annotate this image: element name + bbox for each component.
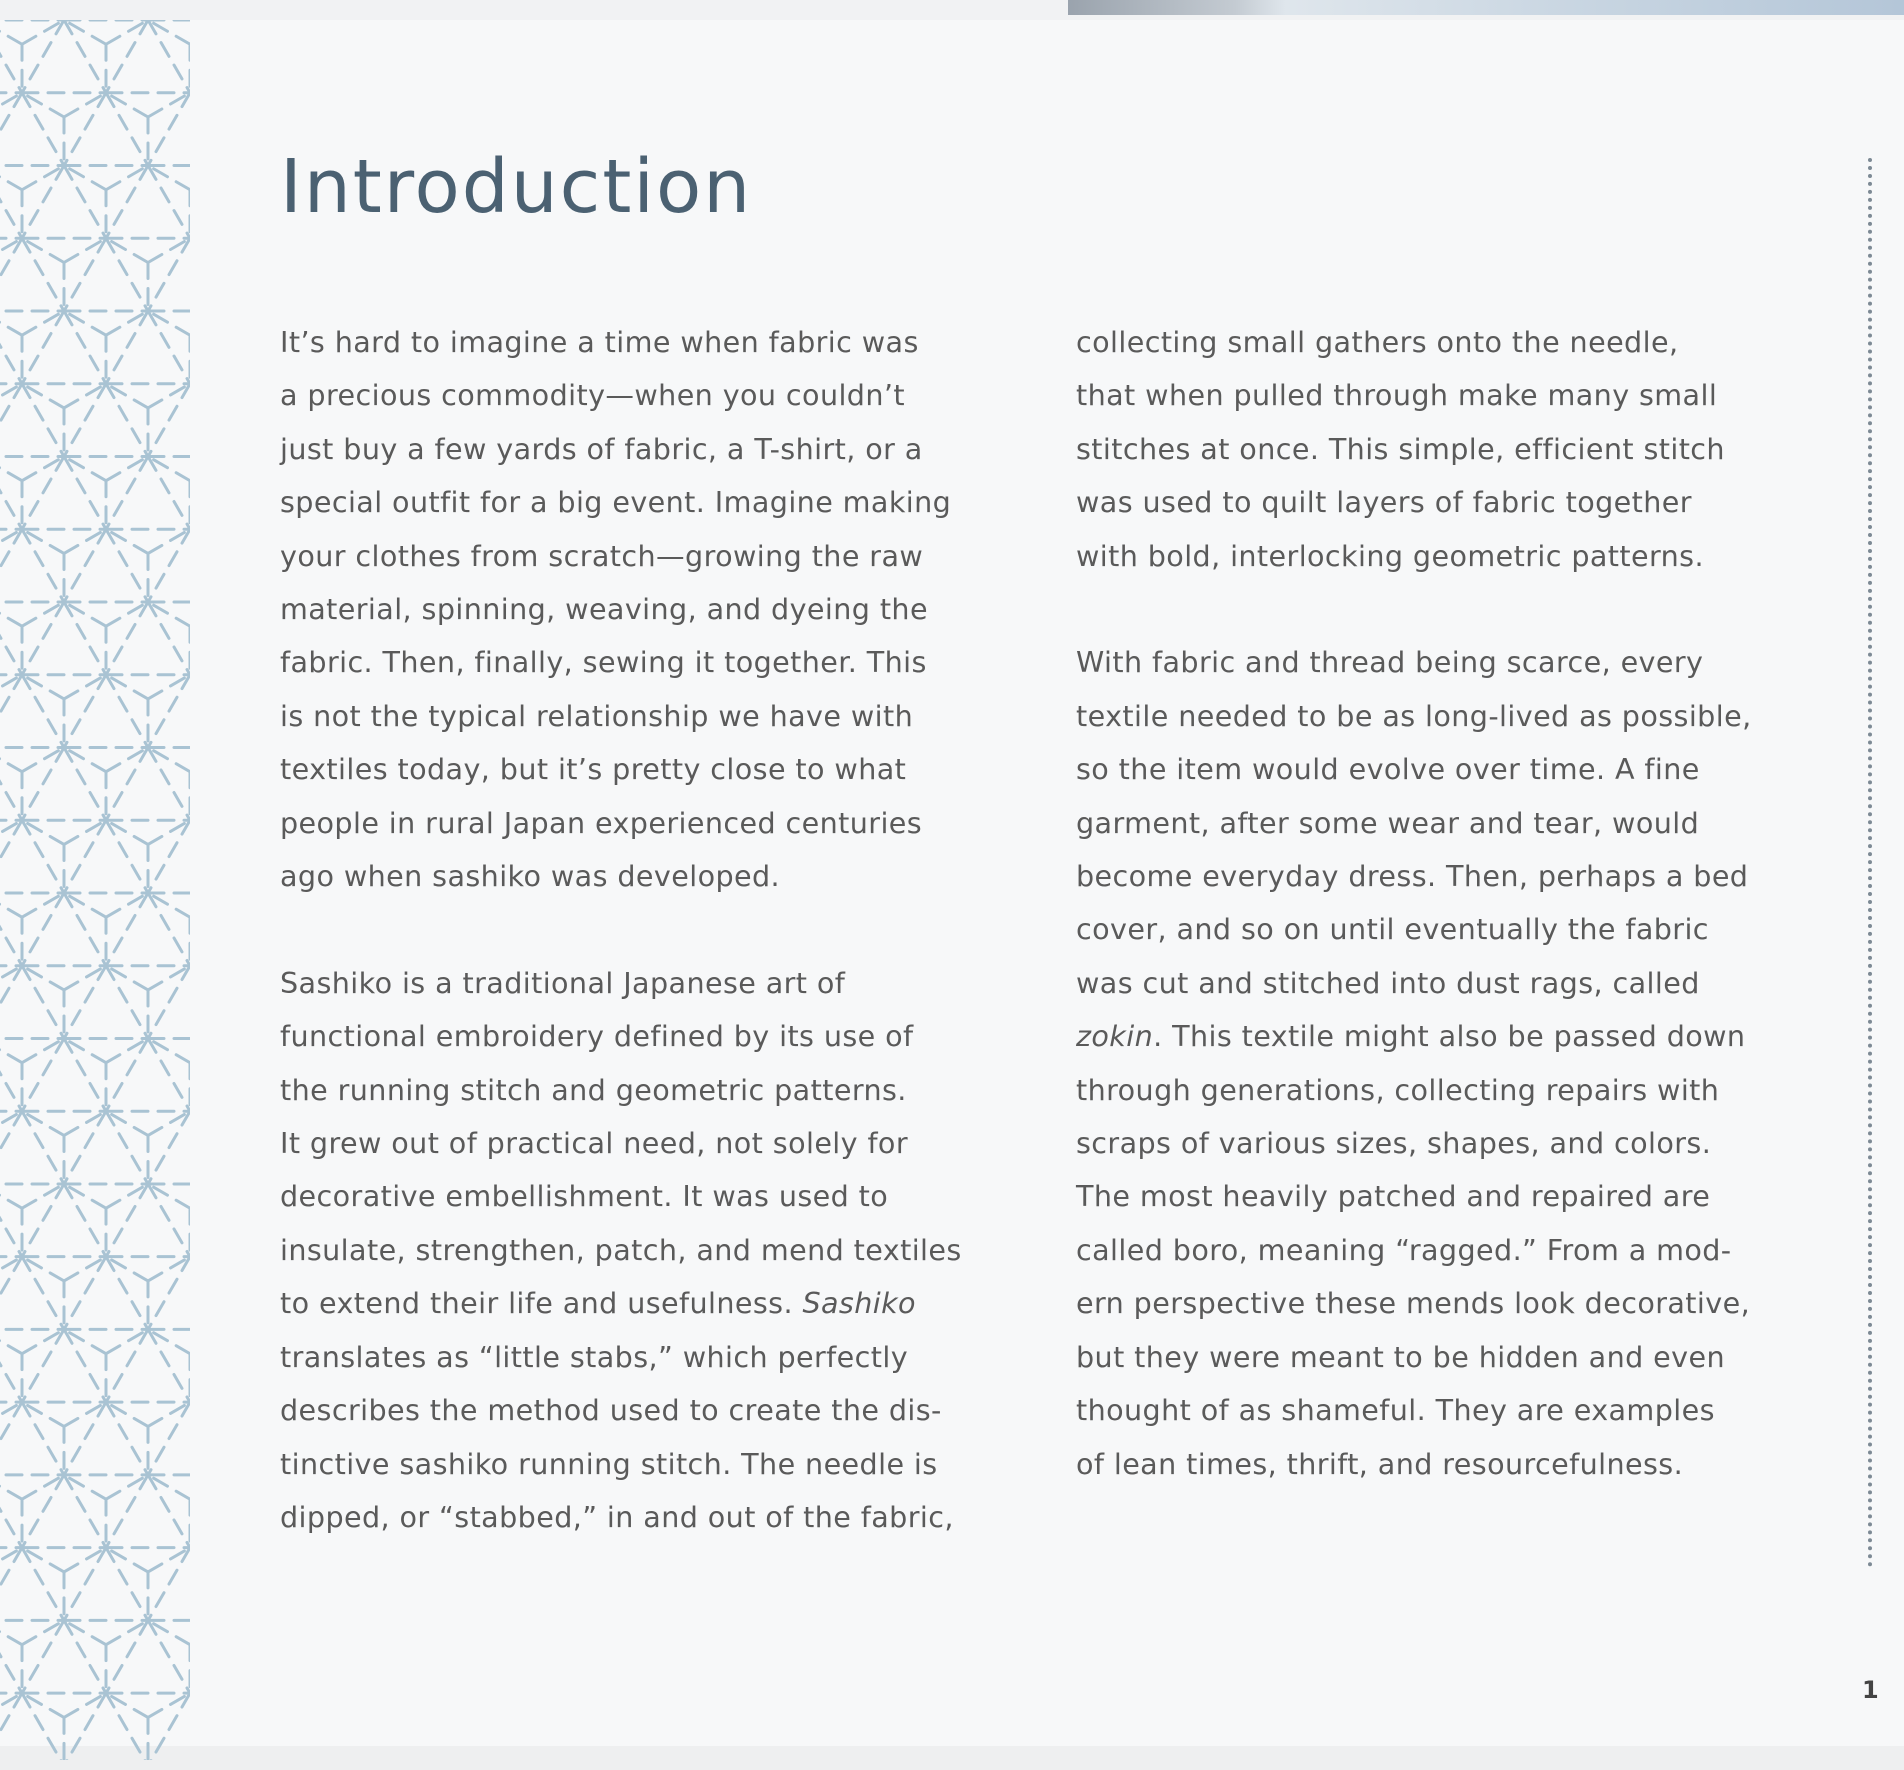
text-line: but they were meant to be hidden and even [1076,1339,1725,1374]
text-run: . This textile might also be passed down [1153,1019,1746,1054]
text-line [1076,1010,1752,1063]
text-line: With fabric and thread being scarce, every [1076,645,1704,680]
text-line: scraps of various sizes, shapes, and colors. [1076,1126,1712,1161]
text-line: the running stitch and geometric patterns. [280,1072,907,1107]
text-line: tinctive sashiko running stitch. The needle is [280,1446,938,1481]
text-line: just buy a few yards of fabric, a T-shirt, or a [280,431,923,466]
text-line: is not the typical relationship we have with [280,698,914,733]
italic-term: Sashiko [802,1286,916,1321]
text-line: was used to quilt layers of fabric together [1076,485,1692,520]
text-line: decorative embellishment. It was used to [280,1179,889,1214]
text-line: so the item would evolve over time. A fine [1076,752,1700,787]
text-line: a precious commodity—when you couldn’t [280,378,905,413]
text-line: garment, after some wear and tear, would [1076,805,1700,840]
sashiko-pattern-icon [0,20,190,1760]
text-line: textile needed to be as long-lived as possible, [1076,698,1752,733]
text-line: stitches at once. This simple, efficient stitch [1076,431,1725,466]
text-line: that when pulled through make many small [1076,378,1718,413]
paragraph [1076,636,1752,1491]
text-run: to extend their life and usefulness. [280,1286,803,1321]
text-line: textiles today, but it’s pretty close to what [280,752,907,787]
text-line: was cut and stitched into dust rags, called [1076,965,1700,1000]
text-line: your clothes from scratch—growing the raw [280,538,924,573]
left-text-column [280,316,962,1598]
text-line: translates as “little stabs,” which perfectly [280,1339,909,1374]
text-line: dipped, or “stabbed,” in and out of the fabric, [280,1499,954,1534]
text-line: insulate, strengthen, patch, and mend textiles [280,1232,962,1267]
text-line [280,1277,962,1330]
page-number: 1 [1862,1676,1879,1704]
text-line: of lean times, thrift, and resourcefulness. [1076,1446,1684,1481]
text-line: through generations, collecting repairs with [1076,1072,1720,1107]
text-line: It grew out of practical need, not solely for [280,1126,908,1161]
text-line: It’s hard to imagine a time when fabric was [280,325,919,359]
text-line: cover, and so on until eventually the fabric [1076,912,1709,947]
text-line: collecting small gathers onto the needle, [1076,325,1679,359]
paragraph [280,957,962,1544]
paragraph [1076,316,1752,583]
text-line: Sashiko is a traditional Japanese art of [280,965,846,1000]
text-line: people in rural Japan experienced centuries [280,805,923,840]
text-line: thought of as shameful. They are examples [1076,1393,1715,1428]
dotted-rule [1868,158,1872,1568]
italic-term: zokin [1076,1019,1154,1054]
paragraph [280,316,962,903]
text-line: ern perspective these mends look decorative, [1076,1286,1751,1321]
text-line: become everyday dress. Then, perhaps a bed [1076,859,1749,894]
adjacent-photo-strip [1068,0,1904,15]
text-line: functional embroidery defined by its use of [280,1019,914,1054]
text-line: called boro, meaning “ragged.” From a mod- [1076,1232,1732,1267]
page-title: Introduction [280,144,753,230]
text-line: fabric. Then, finally, sewing it together. This [280,645,927,680]
text-line: material, spinning, weaving, and dyeing the [280,592,928,627]
text-line: with bold, interlocking geometric patterns. [1076,538,1704,573]
right-text-column [1076,316,1752,1544]
text-line: describes the method used to create the dis- [280,1393,942,1428]
text-line: special outfit for a big event. Imagine making [280,485,952,520]
text-line: ago when sashiko was developed. [280,859,781,894]
text-line: The most heavily patched and repaired are [1076,1179,1711,1214]
page-bottom-edge [0,1746,1904,1770]
